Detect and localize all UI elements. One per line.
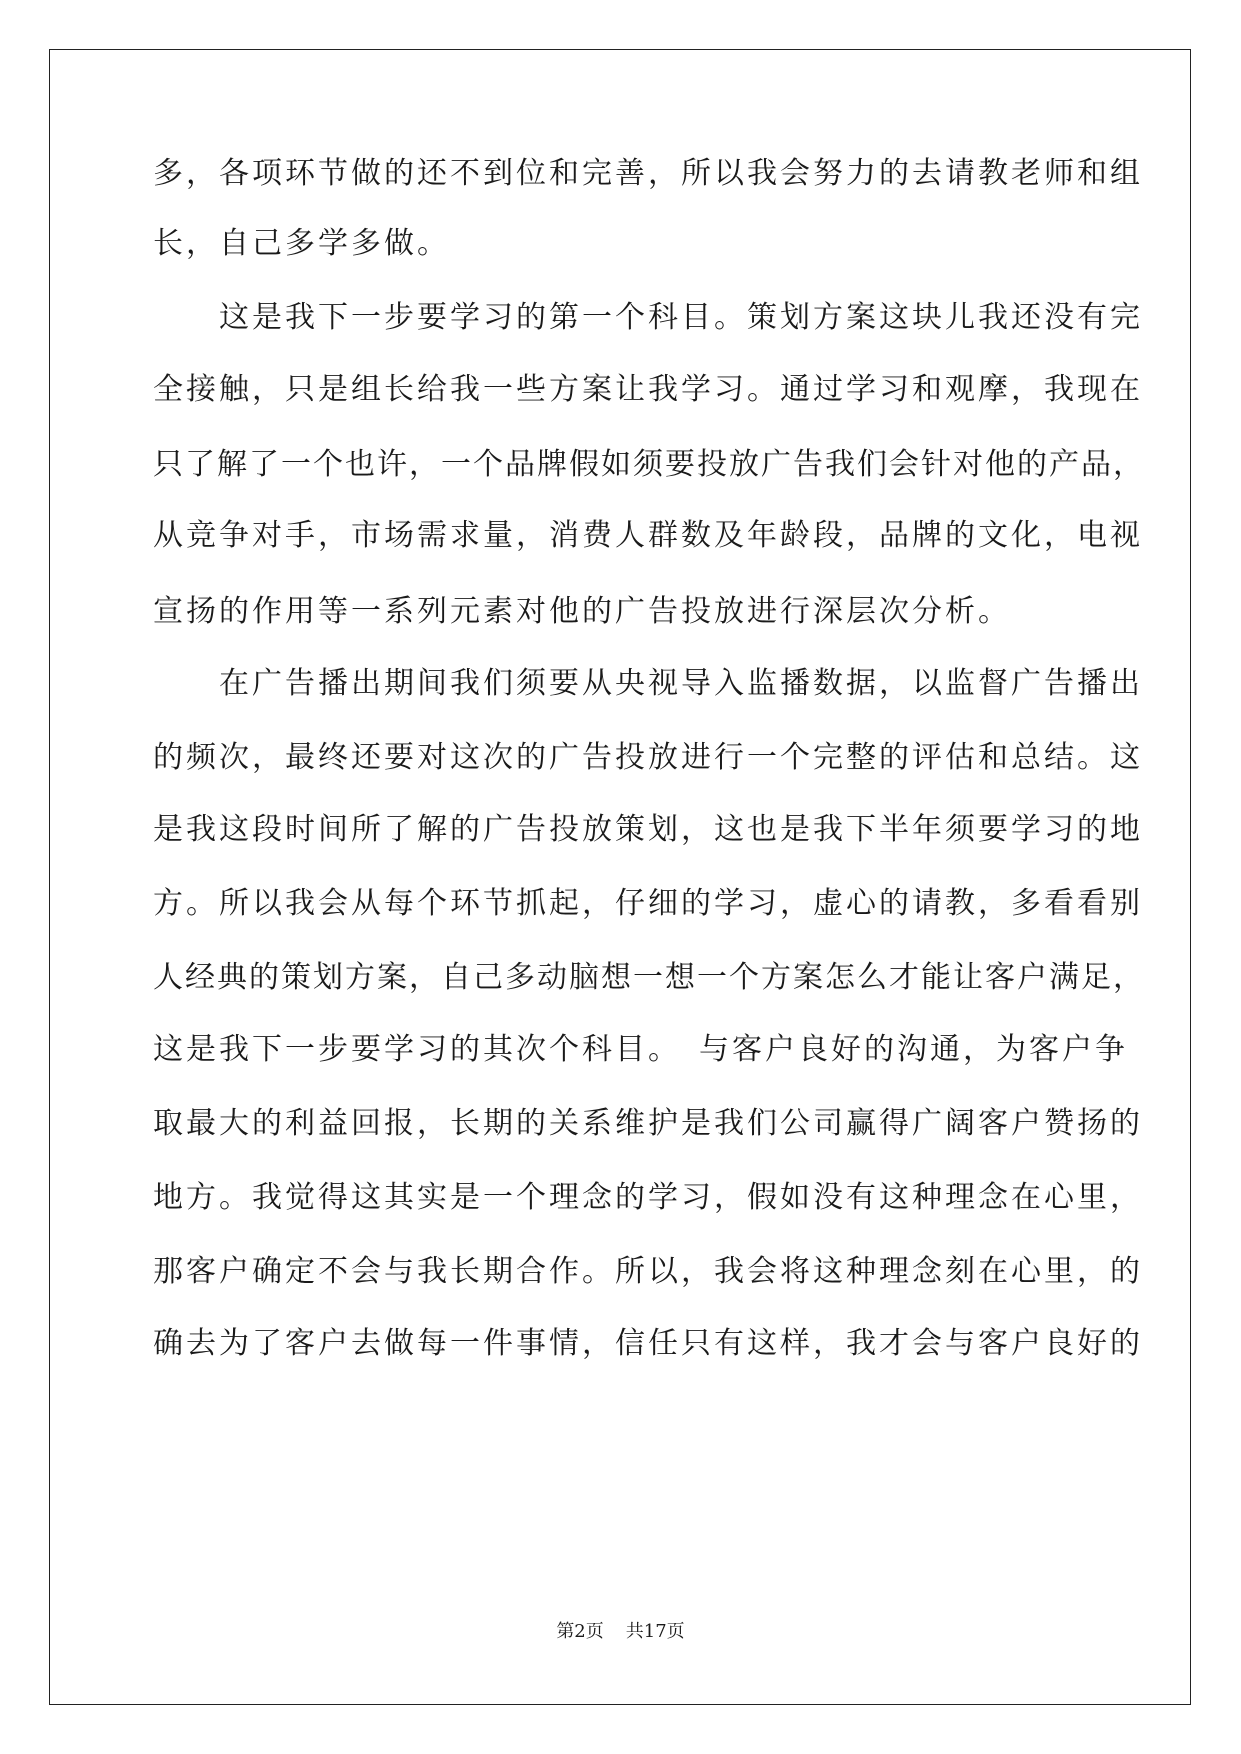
text-line: 在广告播出期间我们须要从央视导入监播数据，以监督广告播出	[153, 666, 1143, 701]
text-line: 取最大的利益回报，长期的关系维护是我们公司赢得广阔客户赞扬的	[153, 1106, 1143, 1141]
text-line: 的频次，最终还要对这次的广告投放进行一个完整的评估和总结。这	[153, 740, 1143, 775]
text-line: 方。所以我会从每个环节抓起，仔细的学习，虚心的请教，多看看别	[153, 886, 1143, 921]
text-line: 从竞争对手，市场需求量，消费人群数及年龄段，品牌的文化，电视	[153, 518, 1143, 553]
text-line: 这是我下一步要学习的其次个科目。 与客户良好的沟通，为客户争	[153, 1032, 1128, 1067]
text-line: 宣扬的作用等一系列元素对他的广告投放进行深层次分析。	[153, 594, 1011, 629]
text-line: 全接触，只是组长给我一些方案让我学习。通过学习和观摩，我现在	[153, 372, 1143, 407]
page-number: 第2页	[556, 1621, 604, 1642]
text-line: 是我这段时间所了解的广告投放策划，这也是我下半年须要学习的地	[153, 812, 1143, 847]
text-line: 确去为了客户去做每一件事情，信任只有这样，我才会与客户良好的	[153, 1326, 1143, 1361]
text-line: 地方。我觉得这其实是一个理念的学习，假如没有这种理念在心里，	[153, 1180, 1143, 1215]
text-line: 只了解了一个也许，一个品牌假如须要投放广告我们会针对他的产品，	[153, 447, 1145, 482]
text-line: 多，各项环节做的还不到位和完善，所以我会努力的去请教老师和组	[153, 156, 1143, 191]
page-footer	[0, 1620, 1241, 1644]
page-total: 共17页	[625, 1621, 685, 1642]
text-line: 这是我下一步要学习的第一个科目。策划方案这块儿我还没有完	[153, 300, 1143, 335]
text-line: 人经典的策划方案，自己多动脑想一想一个方案怎么才能让客户满足，	[153, 960, 1145, 995]
text-line: 长，自己多学多做。	[153, 226, 450, 261]
text-line: 那客户确定不会与我长期合作。所以，我会将这种理念刻在心里，的	[153, 1254, 1143, 1289]
